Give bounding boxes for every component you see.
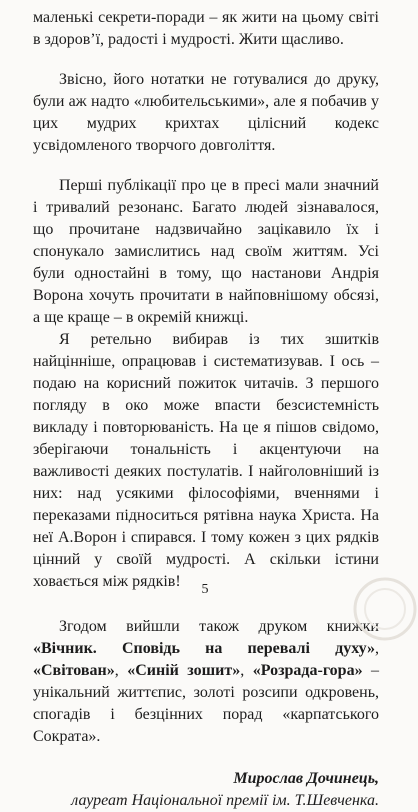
p5-text-2: – унікальний життєпис, золоті розсипи одкровень, спогадів і безцінних порад «карпатського Сократа».	[33, 662, 380, 745]
book-title-synii-zoshyt: «Синій зошит»	[127, 662, 241, 679]
book-title-svitovan: «Світован»	[33, 662, 115, 679]
book-title-vichnyk: «Вічник. Сповідь на перевалі духу»	[33, 640, 375, 657]
paragraph-3: Перші публікації про це в пресі мали значний і тривалий резонанс. Багато людей зізнавалося, що прочитане надзвичайно зацікавило їх і спонукало замислитись над своїм життям. Усі були одностайні в тому, що настанови Андрія Ворона хочуть прочитати в найповнішому обсязі, а ще краще – в окремій книжці.	[33, 177, 379, 326]
book-title-rozrada-hora: «Розрада-гора»	[252, 662, 363, 679]
paragraph-5	[33, 616, 379, 748]
paragraph-4: Я ретельно вибирав із тих зшитків найцінніше, опрацював і систематизував. І ось – подаю на корисний пожиток читачів. З першого погляду в око може впасти безсистемність викладу і повторюваність. На це я пішов свідомо, зберігаючи тональність і акцентуючи на важливості деяких постулатів. І найголовніший із них: над усякими філософіями, вченнями і переказами підноситься рятівна наука Христа. На неї А.Ворон і спирався. І тому кожен з цих рядків цінний у своїй мудрості. А скільки істини ховається між рядків!	[33, 331, 379, 590]
p5-sep-2: ,	[114, 662, 128, 679]
page-number: 5	[201, 582, 209, 597]
author-name: Мирослав Дочинець,	[233, 770, 379, 787]
p5-text-1: Згодом вийшли також друком книжки	[59, 618, 379, 635]
paragraph-2: Звісно, його нотатки не готувалися до друку, були аж надто «любительськими», але я побачив у цих мудрих крихтах цілісний кодекс усвідомленого творчого довголіття.	[33, 71, 379, 154]
p5-sep-1: ,	[375, 640, 379, 657]
paragraph-1: маленькі секрети-поради – як жити на цьому світі в здоров’ї, радості і мудрості. Жити щасливо.	[33, 9, 379, 48]
author-title: лауреат Національної премії ім. Т.Шевченка.	[71, 792, 379, 809]
p5-sep-3: ,	[240, 662, 253, 679]
signature-block	[33, 768, 379, 812]
